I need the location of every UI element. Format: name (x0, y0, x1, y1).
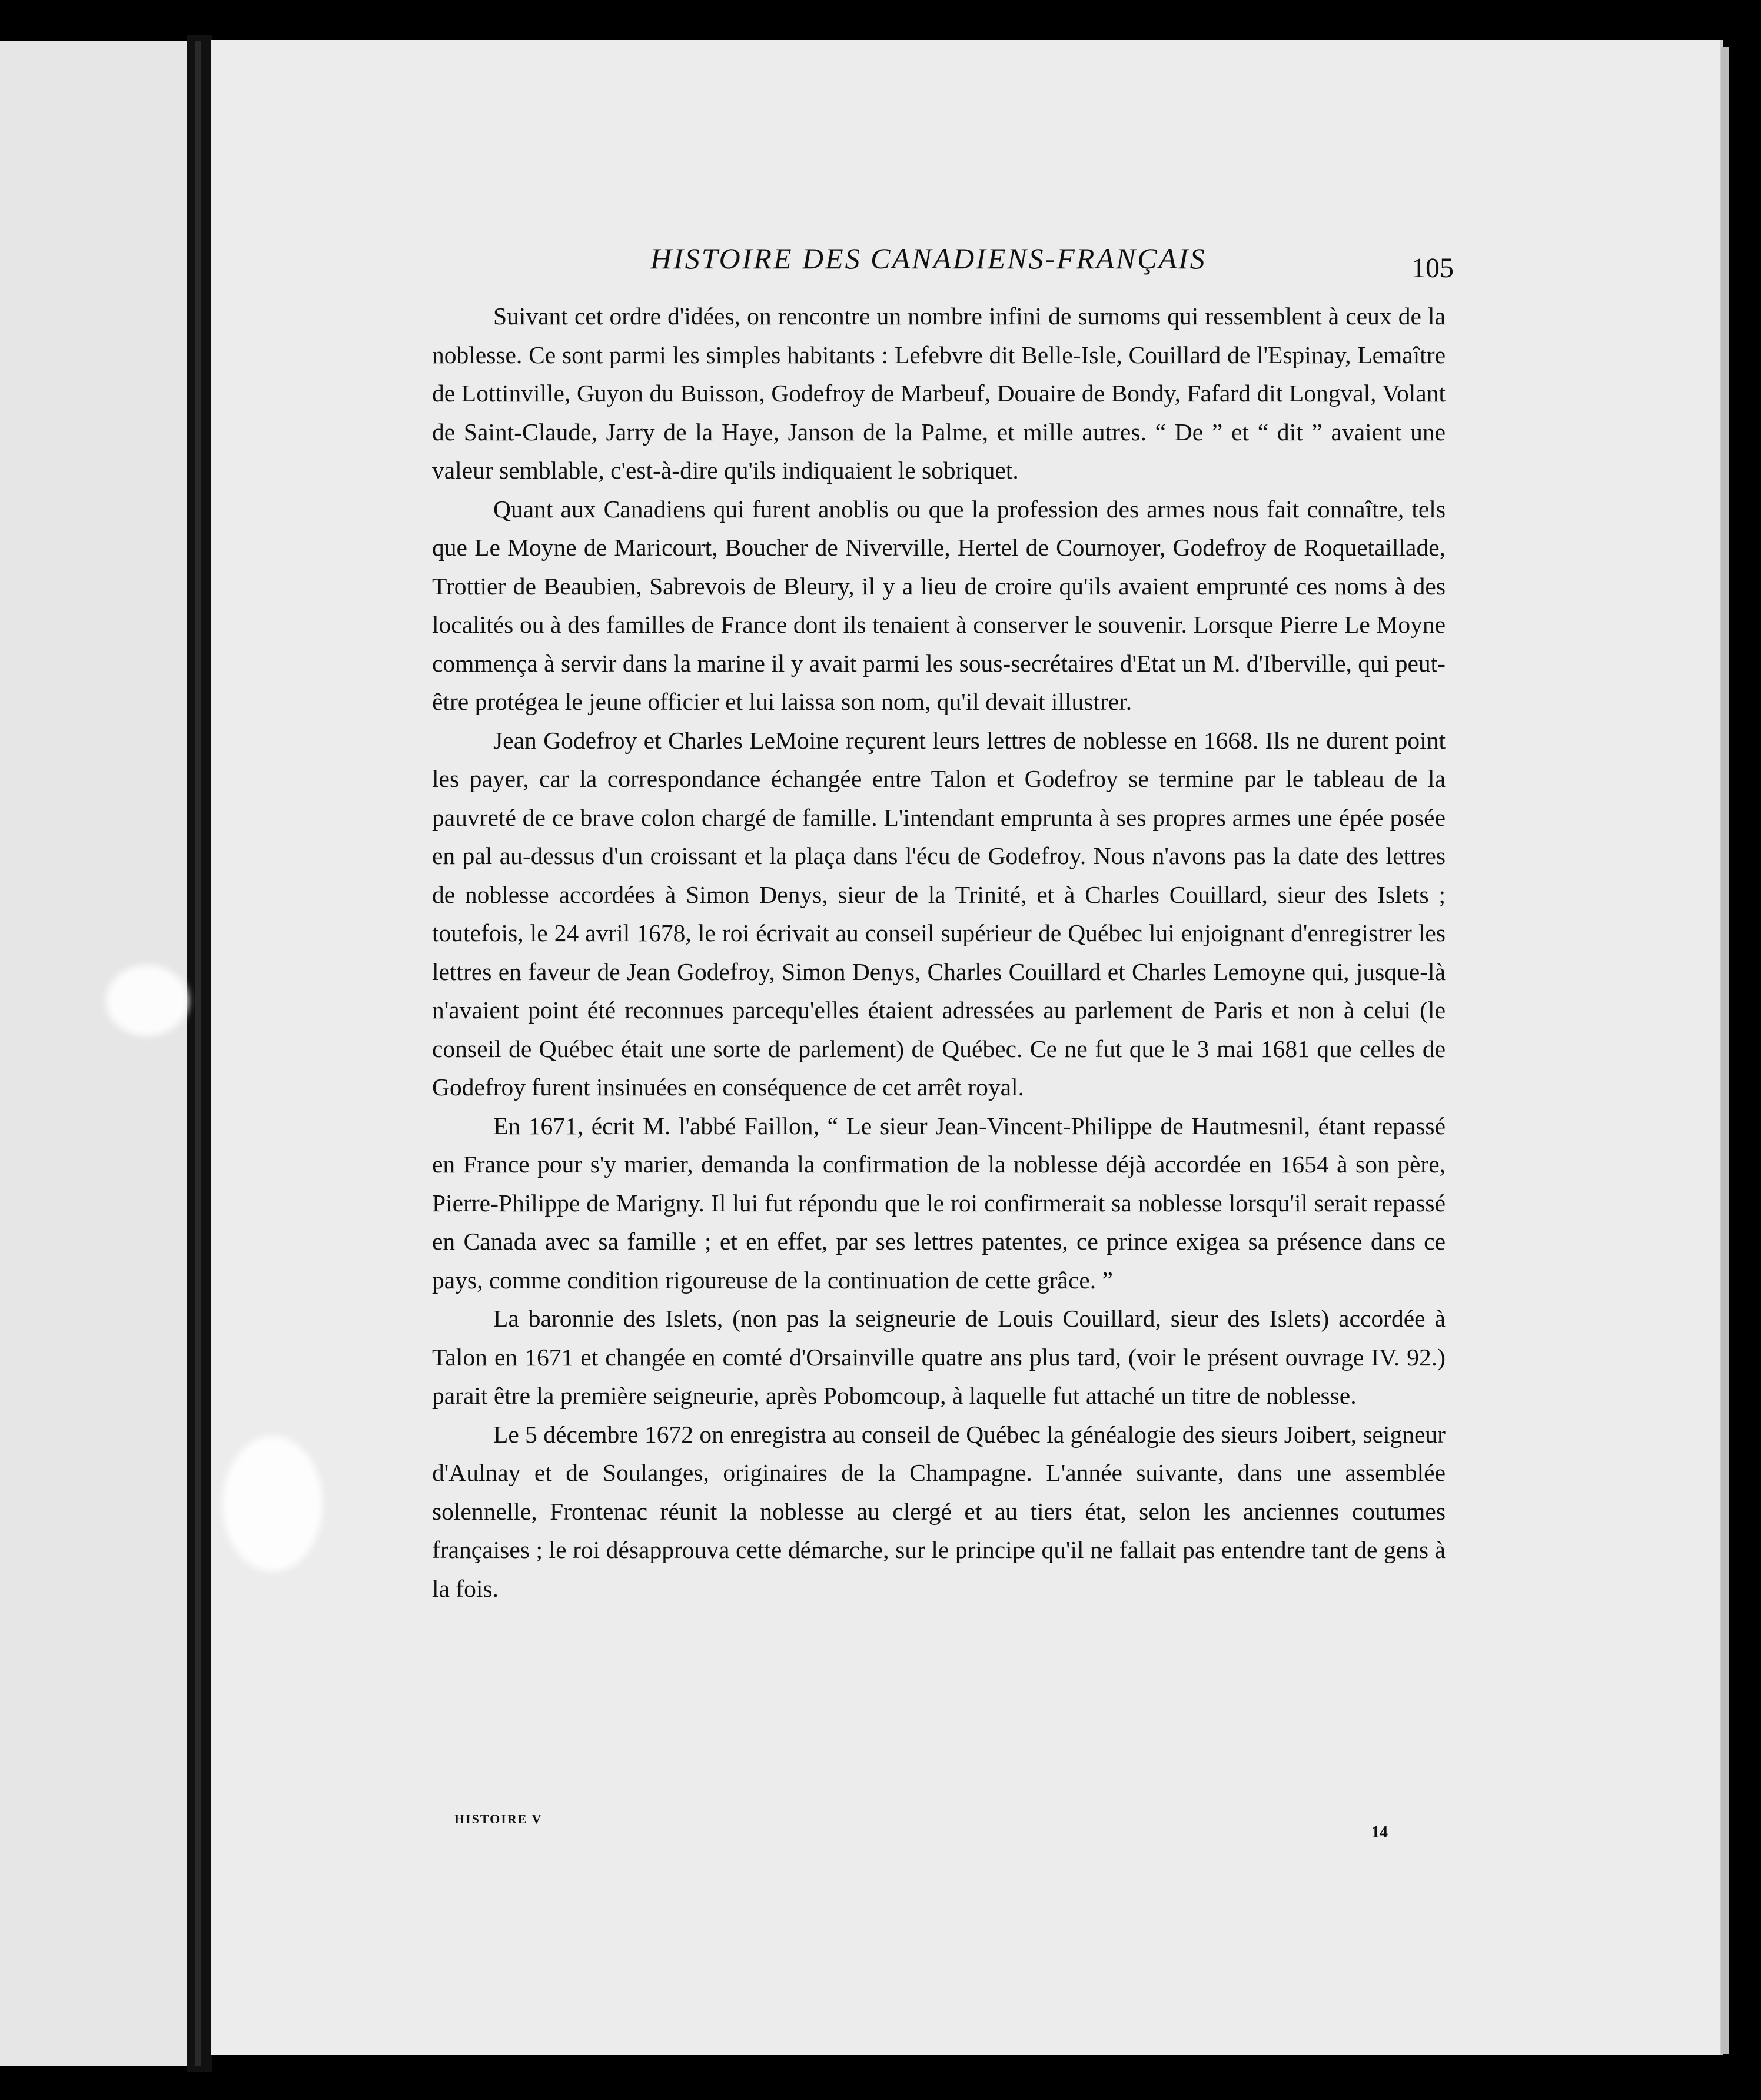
facing-page-edge (0, 41, 187, 2066)
paper-stain (106, 965, 188, 1036)
printer-signature: HISTOIRE V (454, 1812, 543, 1826)
page-number: 105 (1411, 252, 1454, 284)
paragraph: Le 5 décembre 1672 on enregistra au conseil de Québec la généalogie des sieurs Joibert, seigneur d'Aulnay et de Soulanges, originaires de la Champagne. L'année suivante, dans une assemblée solennelle, Frontenac réunit la noblesse au clergé et au tiers état, selon les anciennes coutumes françaises ; le roi désapprouva cette démarche, sur le principe qu'il ne fallait pas entendre tant de gens à la fois. (432, 1420, 1446, 1602)
paper-stain (222, 1436, 323, 1571)
paragraph: En 1671, écrit M. l'abbé Faillon, “ Le sieur Jean-Vincent-Philippe de Hautmesnil, étant repassé en France pour s'y marier, demanda la confirmation de la noblesse déjà accordée en 1654 à son père, Pierre-Philippe de Marigny. Il lui fut répondu que le roi confirmerait sa noblesse lorsqu'il serait repassé en Canada avec sa famille ; et en effet, par ses lettres patentes, ce prince exigea sa présence dans ce pays, comme condition rigoureuse de la continuation de cette grâce. ” (432, 1112, 1446, 1294)
paragraph: Suivant cet ordre d'idées, on rencontre un nombre infini de surnoms qui ressemblent à ceux de la noblesse. Ce sont parmi les simples habitants : Lefebvre dit Belle-Isle, Couillard de l'Espinay, Lemaître de Lottinville, Guyon du Buisson, Godefroy de Marbeuf, Douaire de Bondy, Fafard dit Longval, Volant de Saint-Claude, Jarry de la Haye, Janson de la Palme, et mille autres. “ De ” et “ dit ” avaient une valeur semblable, c'est-à-dire qu'ils indiquaient le sobriquet. (432, 303, 1446, 484)
sheet-number: 14 (1371, 1823, 1388, 1842)
gutter-shadow (195, 41, 201, 2066)
paragraph: Quant aux Canadiens qui furent anoblis ou que la profession des armes nous fait connaître, tels que Le Moyne de Maricourt, Boucher de Niverville, Hertel de Cournoyer, Godefroy de Roquetaillade, Trottier de Beaubien, Sabrevois de Bleury, il y a lieu de croire qu'ils avaient emprunté ces noms à des localités ou à des familles de France dont ils tenaient à conserver le souvenir. Lorsque Pierre Le Moyne commença à servir dans la marine il y avait parmi les sous-secrétaires d'Etat un M. d'Iberville, qui peut-être protégea le jeune officier et lui laissa son nom, qu'il devait illustrer. (432, 495, 1446, 715)
page-edge-shadow (1721, 47, 1729, 2054)
page-body (432, 297, 1446, 1608)
paragraph: Jean Godefroy et Charles LeMoine reçurent leurs lettres de noblesse en 1668. Ils ne durent point les payer, car la correspondance échangée entre Talon et Godefroy se termine par le tableau de la pauvreté de ce brave colon chargé de famille. L'intendant emprunta à ses propres armes une épée posée en pal au-dessus d'un croissant et la plaça dans l'écu de Godefroy. Nous n'avons pas la date des lettres de noblesse accordées à Simon Denys, sieur de la Trinité, et à Charles Couillard, sieur des Islets ; toutefois, le 24 avril 1678, le roi écrivait au conseil supérieur de Québec lui enjoignant d'enregistrer les lettres en faveur de Jean Godefroy, Simon Denys, Charles Couillard et Charles Lemoyne qui, jusque-là n'avaient point été reconnues parcequ'elles étaient adressées au parlement de Paris et non à celui (le conseil de Québec était une sorte de parlement) de Québec. Ce ne fut que le 3 mai 1681 que celles de Godefroy furent insinuées en conséquence de cet arrêt royal. (432, 726, 1446, 1101)
paragraph: La baronnie des Islets, (non pas la seigneurie de Louis Couillard, sieur des Islets) accordée à Talon en 1671 et changée en comté d'Orsainville quatre ans plus tard, (voir le présent ouvrage IV. 92.) parait être la première seigneurie, après Pobomcoup, à laquelle fut attaché un titre de noblesse. (432, 1305, 1446, 1409)
running-title: HISTOIRE DES CANADIENS-FRANÇAIS (650, 242, 1207, 275)
